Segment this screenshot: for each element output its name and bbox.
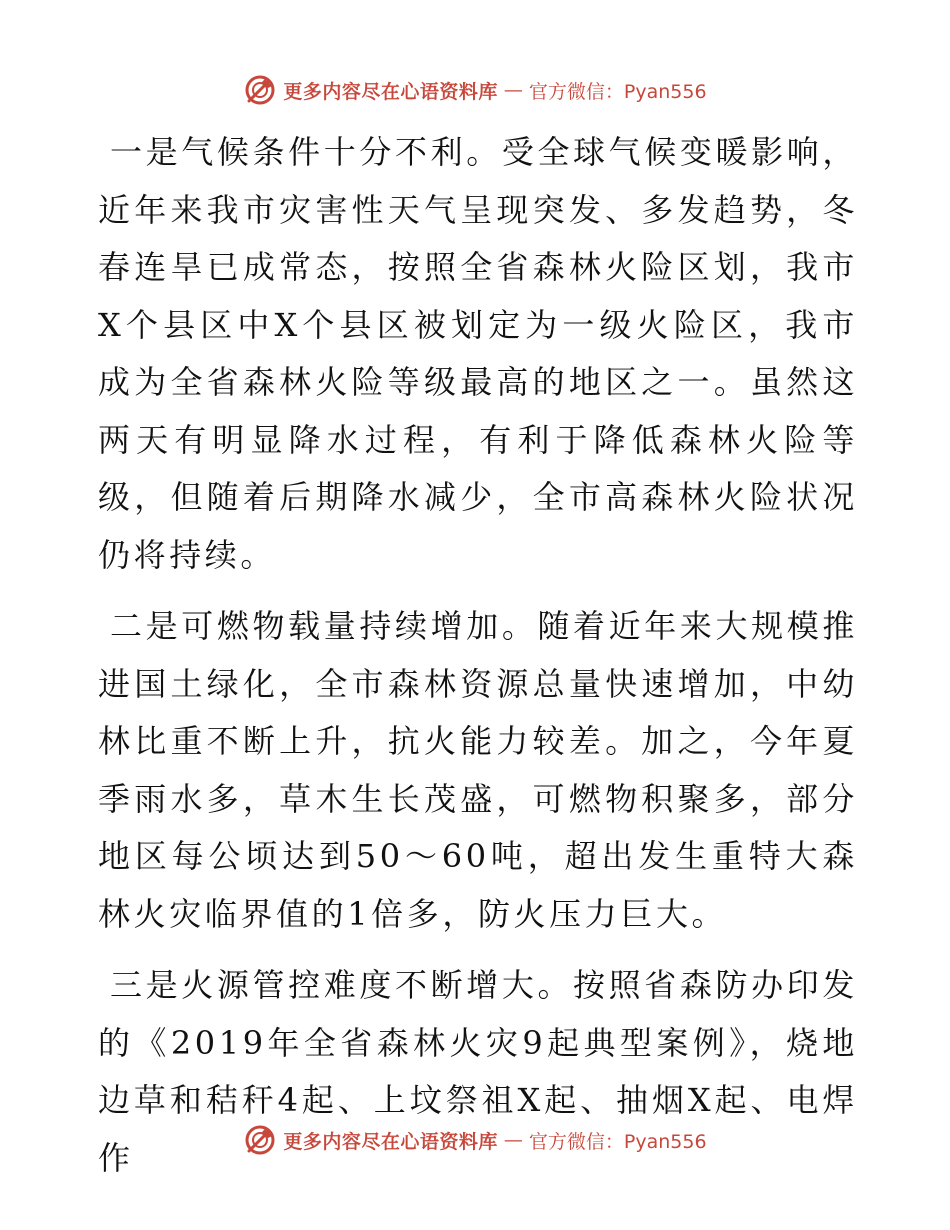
watermark-separator: —	[503, 79, 523, 101]
paragraph-climate	[98, 124, 858, 584]
paragraph-text: 一是气候条件十分不利。受全球气候变暖影响，近年来我市灾害性天气呈现突发、多发趋势，冬春连旱已成常态，按照全省森林火险区划，我市X个县区中X个县区被划定为一级火险区，我市成为全省森林火险等级最高的地区之一。虽然这两天有明显降水过程，有利于降低森林火险等级，但随着后期降水减少，全市高森林火险状况仍将持续。	[98, 133, 858, 574]
watermark-contact-text: 官方微信：Pyan556	[528, 1130, 707, 1153]
watermark-separator: —	[503, 1129, 523, 1151]
paragraph-text: 二是可燃物载量持续增加。随着近年来大规模推进国土绿化，全市森林资源总量快速增加，中幼林比重不断上升，抗火能力较差。加之，今年夏季雨水多，草木生长茂盛，可燃物积聚多，部分地区每公顷达到50～60吨，超出发生重特大森林火灾临界值的1倍多，防火压力巨大。	[98, 607, 858, 933]
paragraph-text: 三是火源管控难度不断增大。按照省森防办印发的《2019年全省森林火灾9起典型案例》，烧地边草和秸秆4起、上坟祭祖X起、抽烟X起、电焊作	[98, 966, 858, 1177]
document-body	[98, 124, 858, 1201]
seal-logo-icon	[243, 73, 277, 107]
footer-watermark	[0, 1120, 950, 1160]
watermark-contact-text: 官方微信：Pyan556	[528, 80, 707, 103]
header-watermark	[0, 70, 950, 110]
paragraph-fuel-load	[98, 598, 858, 943]
watermark-brand-text: 更多内容尽在心语资料库	[283, 1130, 498, 1153]
seal-logo-icon	[243, 1123, 277, 1157]
watermark-brand-text: 更多内容尽在心语资料库	[283, 80, 498, 103]
